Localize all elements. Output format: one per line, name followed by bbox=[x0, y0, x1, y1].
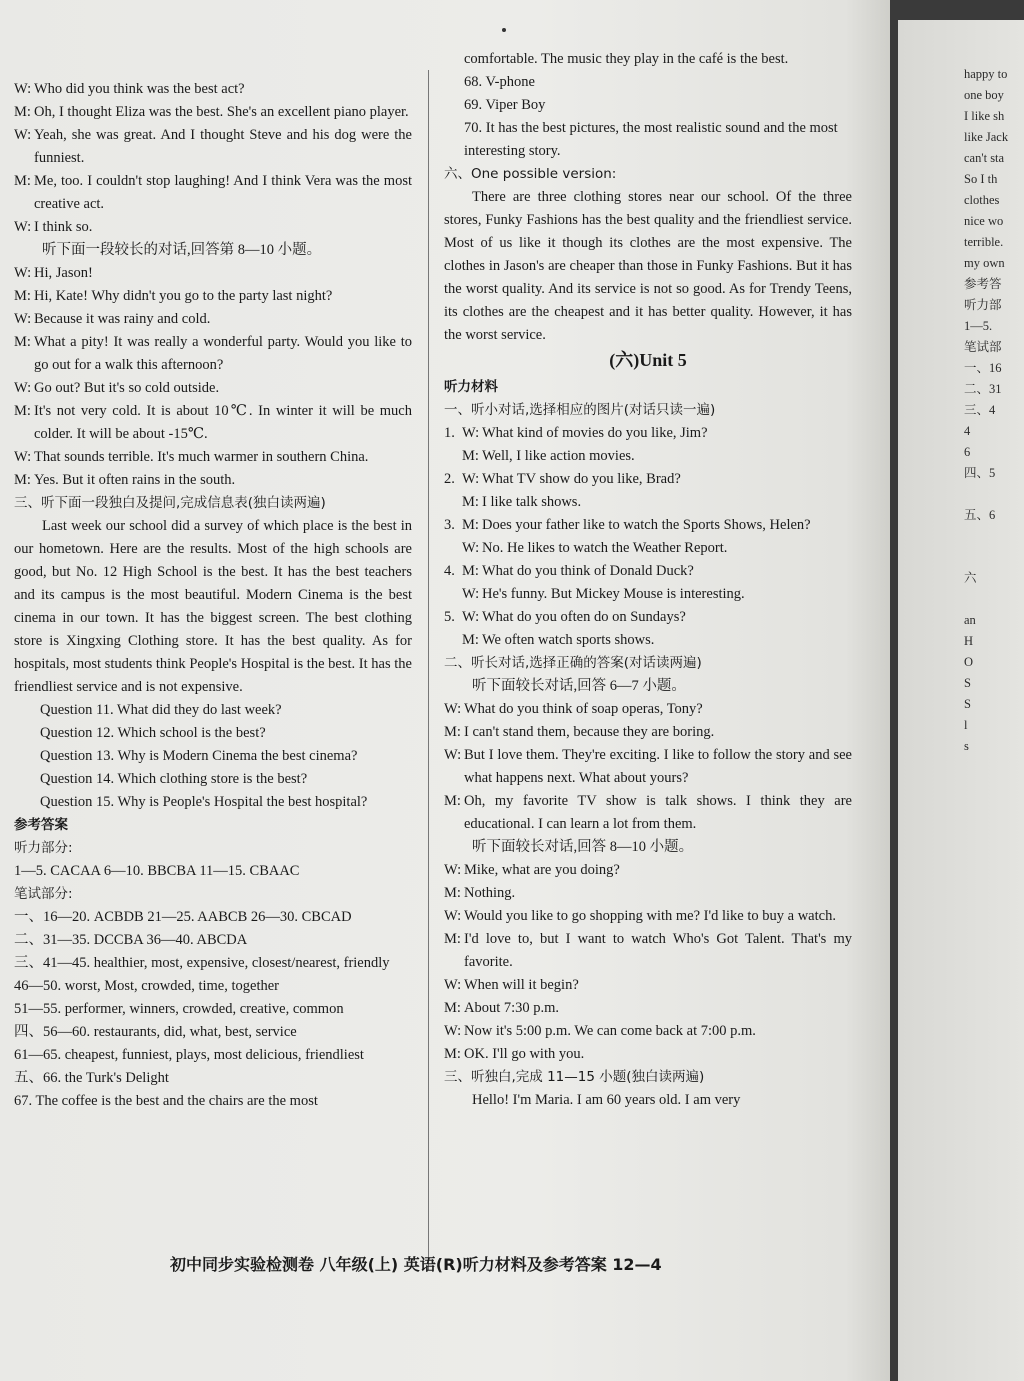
dialog-text: Because it was rainy and cold. bbox=[34, 311, 211, 327]
dialog-line bbox=[444, 928, 852, 974]
adjacent-page-line: 六 bbox=[964, 571, 977, 585]
short-dialog-line bbox=[444, 445, 852, 468]
question-item: Question 12. Which school is the best? bbox=[40, 725, 266, 741]
short-dialog-line bbox=[444, 606, 852, 629]
dialog-text: Oh, I thought Eliza was the best. She's an excellent piano player. bbox=[34, 104, 409, 120]
adjacent-page-line: 6 bbox=[964, 445, 971, 459]
dialog-number bbox=[444, 583, 462, 606]
written-answer-line: 三、41—45. healthier, most, expensive, closest/nearest, friendly bbox=[14, 955, 390, 971]
dialog-line bbox=[444, 997, 852, 1020]
adjacent-page-line: I like sh bbox=[964, 109, 1005, 123]
dialog-text: Well, I like action movies. bbox=[482, 448, 635, 464]
dialog-number bbox=[444, 537, 462, 560]
monologue-maria: Hello! I'm Maria. I am 60 years old. I am very bbox=[472, 1092, 741, 1108]
dialog-act bbox=[14, 78, 412, 239]
adjacent-page-line: 笔试部 bbox=[964, 340, 1002, 354]
speaker-label: M: bbox=[14, 104, 31, 120]
speaker-label: W: bbox=[462, 471, 480, 487]
dialog-number bbox=[444, 445, 462, 468]
short-dialog-line bbox=[444, 583, 852, 606]
dialog-number bbox=[444, 491, 462, 514]
written-answers-list bbox=[14, 906, 412, 1113]
possible-version-essay: There are three clothing stores near our school. Of the three stores, Funky Fashions has the best quality and the friendliest service. Most of us like it though its clothes are the most expensive. The clothes in Jason's are cheaper than those in Funky Fashions. But it has the worst quality. And its service is not so good. As for Trendy Teens, its clothes are the cheapest and it has better quality. However, it has the worst service. bbox=[444, 189, 852, 343]
dialog-text: What kind of movies do you like, Jim? bbox=[482, 425, 708, 441]
speaker-label: W: bbox=[462, 609, 480, 625]
adjacent-page-line: terrible. bbox=[964, 235, 1004, 249]
speaker-label: W: bbox=[444, 701, 462, 717]
listening-label: 听力部分: bbox=[14, 840, 73, 856]
written-label: 笔试部分: bbox=[14, 886, 73, 902]
dialog-line bbox=[14, 400, 412, 446]
dialog-soap-operas bbox=[444, 698, 852, 836]
adjacent-page-line: s bbox=[964, 739, 969, 753]
dialog-text: Would you like to go shopping with me? I'd like to buy a watch. bbox=[464, 908, 836, 924]
speaker-label: M: bbox=[444, 793, 461, 809]
dialog-line bbox=[444, 905, 852, 928]
adjacent-page-line: So I th bbox=[964, 172, 998, 186]
adjacent-page-edge bbox=[898, 20, 1024, 1381]
section-1-heading: 一、听小对话,选择相应的图片(对话只读一遍) bbox=[444, 402, 716, 418]
adjacent-page-line: an bbox=[964, 613, 976, 627]
adjacent-page-line: S bbox=[964, 697, 971, 711]
unit-title: (六)Unit 5 bbox=[609, 350, 687, 370]
dialog-text: Hi, Kate! Why didn't you go to the party last night? bbox=[34, 288, 333, 304]
speaker-label: M: bbox=[462, 448, 479, 464]
instruction-6-7: 听下面较长对话,回答 6—7 小题。 bbox=[472, 678, 686, 694]
adjacent-page-line: S bbox=[964, 676, 971, 690]
version-label: 六、One possible version: bbox=[444, 166, 617, 182]
dialog-text: Yes. But it often rains in the south. bbox=[34, 472, 236, 488]
adjacent-page-line: 4 bbox=[964, 424, 971, 438]
dialog-text: I can't stand them, because they are boring. bbox=[464, 724, 715, 740]
listening-materials-label: 听力材料 bbox=[444, 379, 498, 395]
page-dot bbox=[502, 28, 506, 32]
speaker-label: W: bbox=[14, 81, 32, 97]
speaker-label: W: bbox=[14, 265, 32, 281]
dialog-line bbox=[444, 974, 852, 997]
written-answer-line: 四、56—60. restaurants, did, what, best, service bbox=[14, 1024, 297, 1040]
question-item: Question 11. What did they do last week? bbox=[40, 702, 282, 718]
speaker-label: M: bbox=[444, 1046, 461, 1062]
answer-item: 68. V-phone bbox=[464, 74, 535, 90]
dialog-line bbox=[444, 744, 852, 790]
dialog-line bbox=[14, 101, 412, 124]
speaker-label: W: bbox=[444, 977, 462, 993]
speaker-label: M: bbox=[14, 334, 31, 350]
section-3-heading-unit5: 三、听独白,完成 11—15 小题(独白读两遍) bbox=[444, 1069, 705, 1085]
dialog-text: Me, too. I couldn't stop laughing! And I think Vera was the most creative act. bbox=[34, 173, 412, 212]
dialog-line bbox=[14, 469, 412, 492]
adjacent-page-line: nice wo bbox=[964, 214, 1004, 228]
adjacent-page-line: 1—5. bbox=[964, 319, 993, 333]
dialog-line bbox=[444, 1020, 852, 1043]
adjacent-page-line: 四、5 bbox=[964, 466, 996, 480]
question-item: Question 13. Why is Modern Cinema the best cinema? bbox=[40, 748, 358, 764]
speaker-label: W: bbox=[14, 311, 32, 327]
dialog-text: OK. I'll go with you. bbox=[464, 1046, 585, 1062]
dialog-text: It's not very cold. It is about 10℃. In winter it will be much colder. It will be about -15℃. bbox=[34, 403, 412, 442]
dialog-text: I like talk shows. bbox=[482, 494, 582, 510]
adjacent-page-line: 二、31 bbox=[964, 382, 1002, 396]
adjacent-page-line: H bbox=[964, 634, 974, 648]
speaker-label: W: bbox=[462, 425, 480, 441]
answer-item: 70. It has the best pictures, the most realistic sound and the most interesting story. bbox=[464, 120, 838, 159]
instruction-8-10-unit5: 听下面较长对话,回答 8—10 小题。 bbox=[472, 839, 694, 855]
dialog-line bbox=[444, 698, 852, 721]
dialog-text: About 7:30 p.m. bbox=[464, 1000, 560, 1016]
dialog-party bbox=[14, 262, 412, 492]
dialog-text: He's funny. But Mickey Mouse is interesting. bbox=[482, 586, 745, 602]
speaker-label: M: bbox=[14, 173, 31, 189]
dialog-number bbox=[444, 629, 462, 652]
speaker-label: M: bbox=[462, 494, 479, 510]
speaker-label: W: bbox=[444, 1023, 462, 1039]
speaker-label: M: bbox=[444, 1000, 461, 1016]
question-item: Question 15. Why is People's Hospital the best hospital? bbox=[40, 794, 368, 810]
adjacent-page-line: 五、6 bbox=[964, 508, 996, 522]
dialog-number: 1. bbox=[444, 425, 455, 441]
adjacent-page-line: 参考答 bbox=[964, 277, 1002, 291]
dialog-text: When will it begin? bbox=[464, 977, 579, 993]
written-answer-line: 67. The coffee is the best and the chairs are the most bbox=[14, 1093, 318, 1109]
written-answer-line: 五、66. the Turk's Delight bbox=[14, 1070, 169, 1086]
speaker-label: W: bbox=[444, 747, 462, 763]
dialog-line bbox=[14, 78, 412, 101]
column-divider bbox=[428, 70, 429, 1270]
adjacent-page-line: happy to bbox=[964, 67, 1008, 81]
dialog-text: But I love them. They're exciting. I like to follow the story and see what happens next. What about yours? bbox=[464, 747, 852, 786]
dialog-text: We often watch sports shows. bbox=[482, 632, 655, 648]
dialog-number: 4. bbox=[444, 563, 455, 579]
adjacent-page-line: 三、4 bbox=[964, 403, 996, 417]
section-3-heading: 三、听下面一段独白及提问,完成信息表(独白读两遍) bbox=[14, 495, 326, 511]
speaker-label: M: bbox=[462, 563, 479, 579]
listening-answers: 1—5. CACAA 6—10. BBCBA 11—15. CBAAC bbox=[14, 863, 300, 879]
dialog-number: 3. bbox=[444, 517, 455, 533]
dialog-text: Now it's 5:00 p.m. We can come back at 7:00 p.m. bbox=[464, 1023, 756, 1039]
speaker-label: W: bbox=[14, 380, 32, 396]
adjacent-page-line bbox=[964, 526, 1024, 547]
adjacent-page-line: O bbox=[964, 655, 974, 669]
dialog-text: That sounds terrible. It's much warmer in southern China. bbox=[34, 449, 369, 465]
dialog-line bbox=[444, 859, 852, 882]
section-2-heading: 二、听长对话,选择正确的答案(对话读两遍) bbox=[444, 655, 702, 671]
adjacent-page-line: l bbox=[964, 718, 968, 732]
dialog-text: What do you think of soap operas, Tony? bbox=[464, 701, 703, 717]
short-dialogs bbox=[444, 422, 852, 652]
right-column bbox=[444, 48, 852, 1112]
adjacent-page-line: one boy bbox=[964, 88, 1004, 102]
dialog-text: Nothing. bbox=[464, 885, 516, 901]
dialog-line bbox=[444, 721, 852, 744]
dialog-text: Hi, Jason! bbox=[34, 265, 93, 281]
short-dialog-line bbox=[444, 560, 852, 583]
dialog-line bbox=[14, 262, 412, 285]
adjacent-page-line bbox=[964, 547, 1024, 568]
speaker-label: W: bbox=[462, 540, 480, 556]
instruction-8-10: 听下面一段较长的对话,回答第 8—10 小题。 bbox=[42, 242, 322, 258]
dialog-line bbox=[14, 308, 412, 331]
question-item: Question 14. Which clothing store is the best? bbox=[40, 771, 308, 787]
speaker-label: W: bbox=[462, 586, 480, 602]
speaker-label: W: bbox=[14, 449, 32, 465]
speaker-label: M: bbox=[462, 632, 479, 648]
dialog-line bbox=[444, 1043, 852, 1066]
dialog-line bbox=[444, 790, 852, 836]
short-dialog-line bbox=[444, 537, 852, 560]
dialog-line bbox=[14, 170, 412, 216]
adjacent-page-line: 听力部 bbox=[964, 298, 1002, 312]
written-answer-line: 一、16—20. ACBDB 21—25. AABCB 26—30. CBCAD bbox=[14, 909, 352, 925]
adjacent-page-text bbox=[898, 20, 1024, 757]
adjacent-page-line: like Jack bbox=[964, 130, 1009, 144]
dialog-line bbox=[444, 882, 852, 905]
dialog-line bbox=[14, 446, 412, 469]
dialog-line bbox=[14, 331, 412, 377]
written-answer-line: 46—50. worst, Most, crowded, time, together bbox=[14, 978, 279, 994]
speaker-label: W: bbox=[444, 908, 462, 924]
written-answer-line: 51—55. performer, winners, crowded, creative, common bbox=[14, 1001, 344, 1017]
answers-68-70 bbox=[444, 71, 852, 163]
dialog-shopping bbox=[444, 859, 852, 1066]
dialog-text: What a pity! It was really a wonderful party. Would you like to go out for a walk this afternoon? bbox=[34, 334, 412, 373]
dialog-line bbox=[14, 285, 412, 308]
questions-list bbox=[14, 699, 412, 814]
monologue-survey: Last week our school did a survey of which place is the best in our hometown. Here are the results. Most of the high schools are good, but No. 12 High School is the best. It has the best teachers and its campus is the most beautiful. Modern Cinema is the best cinema in our town. It has the biggest screen. The best clothing store is Xingxing Clothing store. It has the best quality. As for hospitals, most students think People's Hospital is the best. It has the friendliest service and is not expensive. bbox=[14, 518, 412, 695]
speaker-label: M: bbox=[14, 472, 31, 488]
short-dialog-line bbox=[444, 422, 852, 445]
dialog-text: Who did you think was the best act? bbox=[34, 81, 245, 97]
speaker-label: W: bbox=[14, 219, 32, 235]
short-dialog-line bbox=[444, 629, 852, 652]
speaker-label: M: bbox=[444, 724, 461, 740]
dialog-text: What do you often do on Sundays? bbox=[482, 609, 686, 625]
adjacent-page-line bbox=[964, 484, 1024, 505]
short-dialog-line bbox=[444, 468, 852, 491]
adjacent-page-line: 一、16 bbox=[964, 361, 1002, 375]
dialog-text: Mike, what are you doing? bbox=[464, 862, 620, 878]
dialog-text: What do you think of Donald Duck? bbox=[482, 563, 694, 579]
dialog-text: What TV show do you like, Brad? bbox=[482, 471, 681, 487]
adjacent-page-line: my own bbox=[964, 256, 1005, 270]
answers-title: 参考答案 bbox=[14, 817, 68, 833]
speaker-label: W: bbox=[444, 862, 462, 878]
dialog-line bbox=[14, 124, 412, 170]
dialog-text: I'd love to, but I want to watch Who's Got Talent. That's my favorite. bbox=[464, 931, 852, 970]
dialog-text: No. He likes to watch the Weather Report. bbox=[482, 540, 728, 556]
dialog-text: Oh, my favorite TV show is talk shows. I think they are educational. I can learn a lot from them. bbox=[464, 793, 852, 832]
speaker-label: M: bbox=[14, 403, 31, 419]
dialog-line bbox=[14, 377, 412, 400]
dialog-number: 5. bbox=[444, 609, 455, 625]
speaker-label: M: bbox=[462, 517, 479, 533]
answer-item: 69. Viper Boy bbox=[464, 97, 546, 113]
written-answer-line: 二、31—35. DCCBA 36—40. ABCDA bbox=[14, 932, 248, 948]
dialog-text: Yeah, she was great. And I thought Steve and his dog were the funniest. bbox=[34, 127, 412, 166]
written-answer-line: 61—65. cheapest, funniest, plays, most delicious, friendliest bbox=[14, 1047, 364, 1063]
speaker-label: W: bbox=[14, 127, 32, 143]
adjacent-page-line bbox=[964, 589, 1024, 610]
answer-67-continued: comfortable. The music they play in the café is the best. bbox=[464, 51, 789, 67]
dialog-text: Does your father like to watch the Sports Shows, Helen? bbox=[482, 517, 811, 533]
adjacent-page-line: clothes bbox=[964, 193, 1000, 207]
speaker-label: M: bbox=[444, 931, 461, 947]
page-footer: 初中同步实验检测卷 八年级(上) 英语(R)听力材料及参考答案 12—4 bbox=[170, 1255, 662, 1274]
speaker-label: M: bbox=[14, 288, 31, 304]
dialog-line bbox=[14, 216, 412, 239]
dialog-number: 2. bbox=[444, 471, 455, 487]
left-column bbox=[14, 78, 412, 1113]
speaker-label: M: bbox=[444, 885, 461, 901]
adjacent-page-line: can't sta bbox=[964, 151, 1005, 165]
dialog-text: I think so. bbox=[34, 219, 93, 235]
dialog-text: Go out? But it's so cold outside. bbox=[34, 380, 220, 396]
short-dialog-line bbox=[444, 514, 852, 537]
short-dialog-line bbox=[444, 491, 852, 514]
